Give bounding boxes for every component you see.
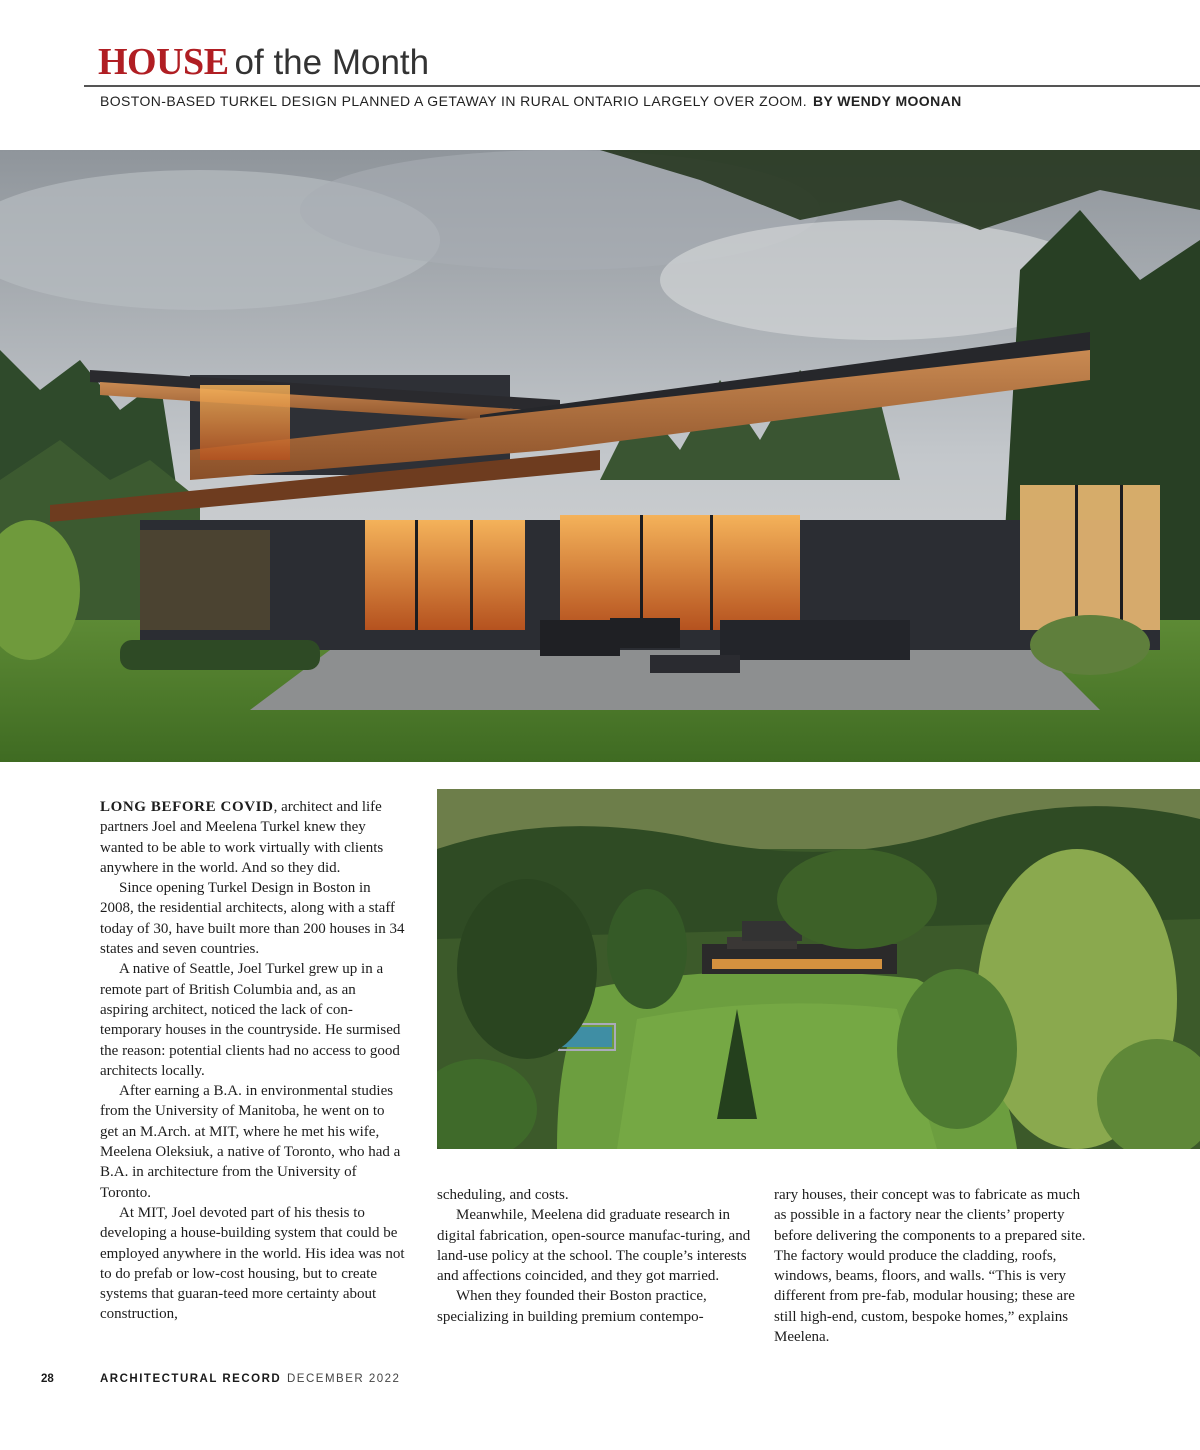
header-rule	[84, 85, 1200, 87]
byline: BY WENDY MOONAN	[813, 93, 962, 109]
page-number: 28	[41, 1373, 54, 1385]
paragraph-1	[100, 797, 406, 878]
lead-in: LONG BEFORE COVID	[100, 799, 274, 815]
paragraph-3: A native of Seattle, Joel Turkel grew up in a remote part of British Columbia and, as an aspiring architect, noticed the lack of con-temporary houses in the countryside. He surmised the reason: potential clients had no access to good architects locally.	[100, 961, 401, 1079]
article-column-1	[100, 797, 406, 1325]
article-column-2	[437, 1185, 751, 1327]
paragraph-2: Since opening Turkel Design in Boston in 2008, the residential architects, along with a staff today of 30, have built more than 200 houses in 34 states and seven countries.	[100, 880, 405, 958]
page-title	[98, 40, 429, 84]
deck-text: BOSTON-BASED TURKEL DESIGN PLANNED A GETAWAY IN RURAL ONTARIO LARGELY OVER ZOOM.	[100, 93, 808, 109]
paragraph-7: Meanwhile, Meelena did graduate research in digital fabrication, open-source manufac-turing, and land-use policy at the school. The couple’s interests and affections coincided, and they got married.	[437, 1207, 751, 1285]
title-house: HOUSE	[98, 41, 229, 83]
aerial-property-photo	[437, 789, 1200, 1149]
paragraph-8: When they founded their Boston practice, specializing in building premium contempo-	[437, 1288, 707, 1325]
article-column-3	[774, 1185, 1094, 1347]
publication-name: ARCHITECTURAL RECORD	[100, 1373, 282, 1385]
title-of-the-month: of the Month	[234, 43, 430, 82]
paragraph-9: rary houses, their concept was to fabricate as much as possible in a factory near the clients’ property before delivering the components to a prepared site. The factory would produce the cladding, roofs, windows, beams, floors, and walls. “This is very different from pre-fab, modular housing; these are still high-end, custom, bespoke homes,” explains Meelena.	[774, 1187, 1086, 1346]
paragraph-4: After earning a B.A. in environmental studies from the University of Manitoba, he went on to get an M.Arch. at MIT, where he met his wife, Meelena Oleksiuk, a native of Toronto, who had a B.A. in architecture from the University of Toronto.	[100, 1083, 401, 1201]
deck-line	[100, 93, 962, 109]
house-exterior-photo	[0, 150, 1200, 762]
paragraph-1-text: , architect and life partners Joel and Meelena Turkel knew they wanted to be able to work virtually with clients anywhere in the world. And so they did.	[100, 799, 384, 876]
issue-date: DECEMBER 2022	[287, 1373, 401, 1385]
paragraph-6: scheduling, and costs.	[437, 1187, 569, 1203]
paragraph-5: At MIT, Joel devoted part of his thesis to developing a house-building system that could be employed anywhere in the world. His idea was not to do prefab or low-cost housing, but to create systems that guaran-teed more certainty about construction,	[100, 1204, 405, 1323]
